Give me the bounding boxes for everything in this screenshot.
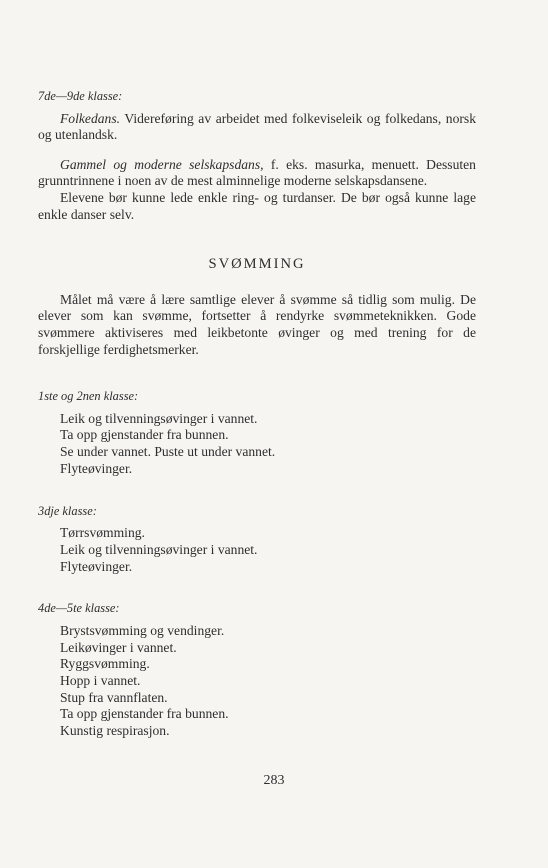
grade-heading-7-9: 7de—9de klasse: <box>38 89 123 103</box>
grade-heading-3: 3dje klasse: <box>38 503 97 518</box>
grade-1-2-list <box>38 411 476 478</box>
list-item: Leik og tilvenningsøvinger i vannet. <box>60 410 258 426</box>
folkedans-lead: Folkedans. <box>60 110 121 126</box>
list-item: Flyteøvinger. <box>60 558 133 574</box>
list-item: Leik og tilvenningsøvinger i vannet. <box>60 541 258 557</box>
list-item: Ta opp gjenstander fra bunnen. <box>60 706 229 722</box>
ringdans-paragraph: Elevene bør kunne lede enkle ring- og turdanser. De bør også kunne lage enkle danser selv. <box>38 189 476 222</box>
grade-heading-1-2: 1ste og 2nen klasse: <box>38 389 139 404</box>
selskapsdans-text: f. eks. masurka, menuett. Dessuten grunntrinnene i noen av de mest alminnelige moderne selskapsdansene. <box>38 156 476 189</box>
selskapsdans-paragraph <box>38 157 476 190</box>
list-item: Ta opp gjenstander fra bunnen. <box>60 427 229 443</box>
page-content <box>38 88 476 740</box>
list-item: Stup fra vannflaten. <box>60 689 168 705</box>
svomming-intro: Målet må være å lære samtlige elever å svømme så tidlig som mulig. De elever som kan svømme, fortsetter å rendyrke svømmeteknikken. Gode svømmere aktiviseres med leikbetonte øvinger og med trening for de forskjellige ferdighetsmerker. <box>38 291 476 357</box>
folkedans-text: Videreføring av arbeidet med folkeviseleik og folkedans, norsk og utenlandsk. <box>38 110 476 143</box>
list-item: Tørrsvømming. <box>60 525 145 541</box>
list-item: Se under vannet. Puste ut under vannet. <box>60 444 276 460</box>
selskapsdans-lead: Gammel og moderne selskapsdans, <box>60 156 264 172</box>
list-item: Leikøvinger i vannet. <box>60 639 177 655</box>
list-item: Flyteøvinger. <box>60 460 133 476</box>
grade-3-list <box>38 525 476 575</box>
folkedans-paragraph <box>38 111 476 144</box>
list-item: Brystsvømming og vendinger. <box>60 622 225 638</box>
list-item: Ryggsvømming. <box>60 656 150 672</box>
page-number: 283 <box>263 773 285 788</box>
grade-heading-4-5: 4de—5te klasse: <box>38 601 120 616</box>
grade-4-5-list <box>38 623 476 740</box>
list-item: Hopp i vannet. <box>60 672 141 688</box>
list-item: Kunstig respirasjon. <box>60 723 170 739</box>
section-title: SVØMMING <box>208 256 306 273</box>
